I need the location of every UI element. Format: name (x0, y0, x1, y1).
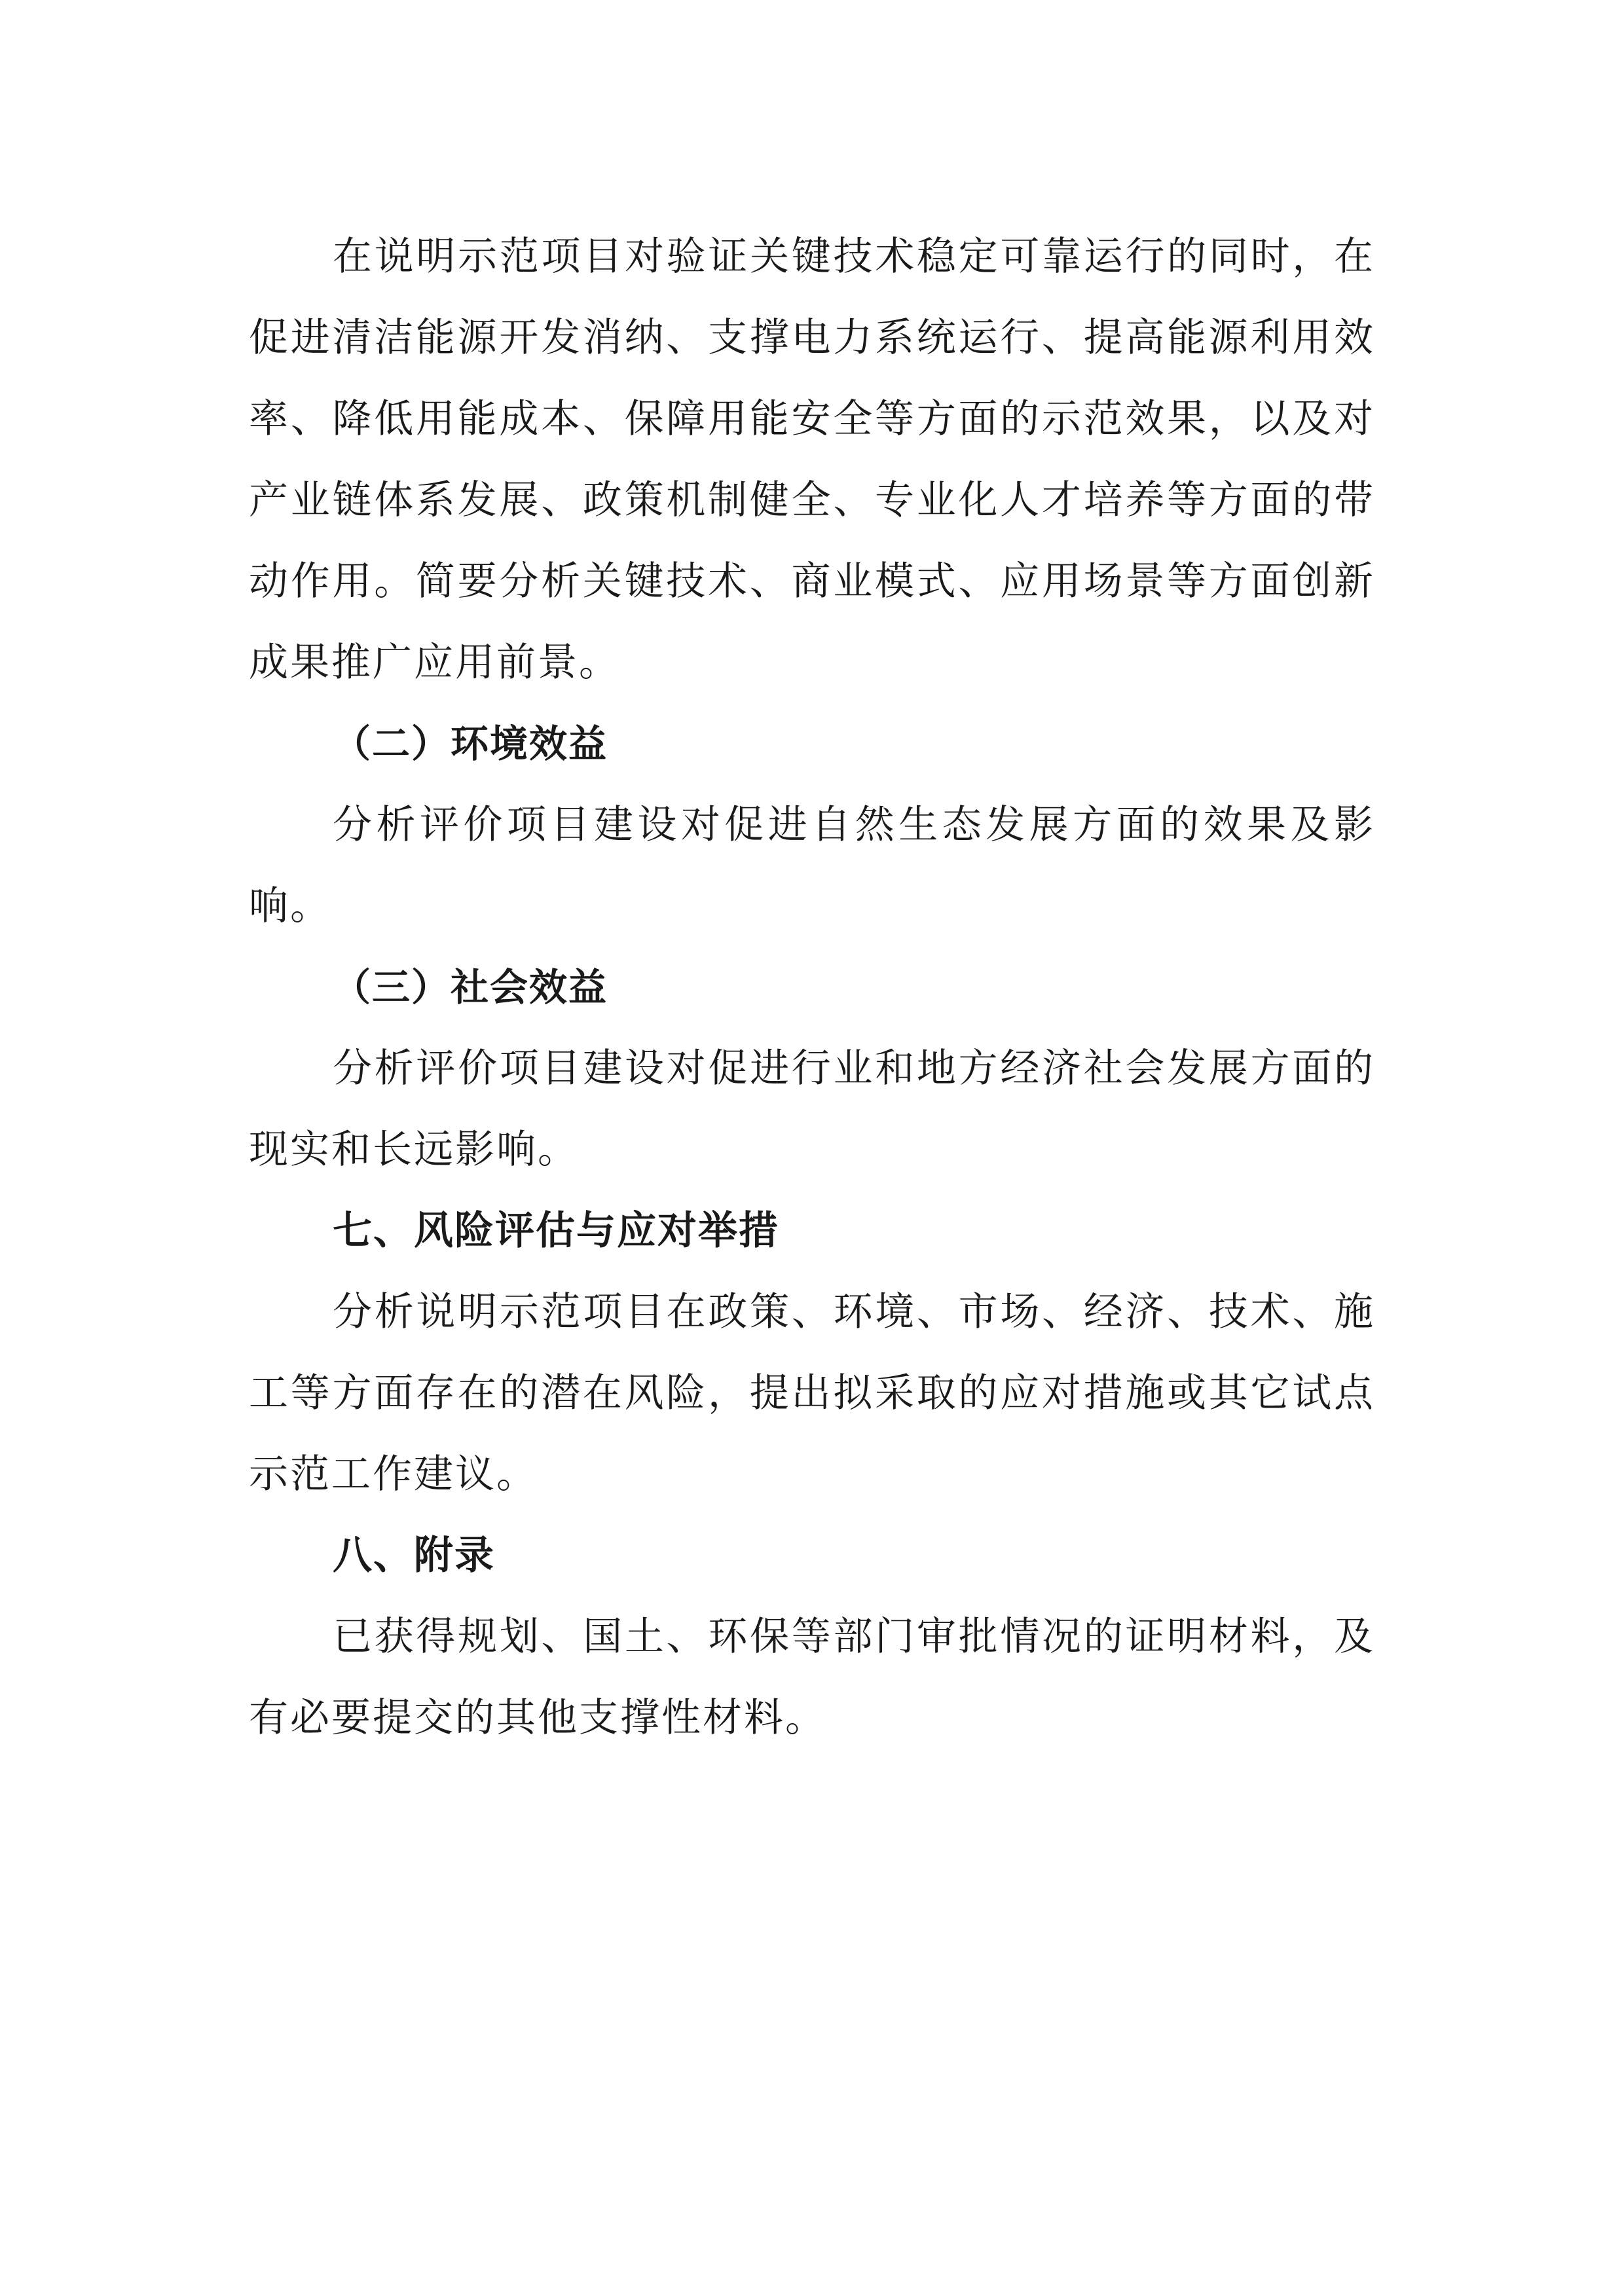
environmental-benefit-heading: （二）环境效益 (333, 721, 608, 766)
appendix-paragraph: 已获得规划、国土、环保等部门审批情况的证明材料，及有必要提交的其他支撑性材料。 (249, 1614, 1375, 1741)
risk-assessment-paragraph: 分析说明示范项目在政策、环境、市场、经济、技术、施工等方面存在的潜在风险，提出拟采取的应对措施或其它试点示范工作建议。 (249, 1289, 1375, 1497)
intro-paragraph: 在说明示范项目对验证关键技术稳定可靠运行的同时，在促进清洁能源开发消纳、支撑电力系统运行、提高能源利用效率、降低用能成本、保障用能安全等方面的示范效果，以及对产业链体系发展、政策机制健全、专业化人才培养等方面的带动作用。简要分析关键技术、商业模式、应用场景等方面创新成果推广应用前景。 (249, 234, 1375, 685)
appendix-heading: 八、附录 (333, 1533, 495, 1578)
social-benefit-heading: （三）社会效益 (333, 965, 608, 1010)
environmental-benefit-paragraph: 分析评价项目建设对促进自然生态发展方面的效果及影响。 (249, 802, 1375, 929)
document-page (249, 216, 1375, 1758)
social-benefit-paragraph: 分析评价项目建设对促进行业和地方经济社会发展方面的现实和长远影响。 (249, 1046, 1375, 1173)
risk-assessment-heading: 七、风险评估与应对举措 (333, 1208, 779, 1254)
